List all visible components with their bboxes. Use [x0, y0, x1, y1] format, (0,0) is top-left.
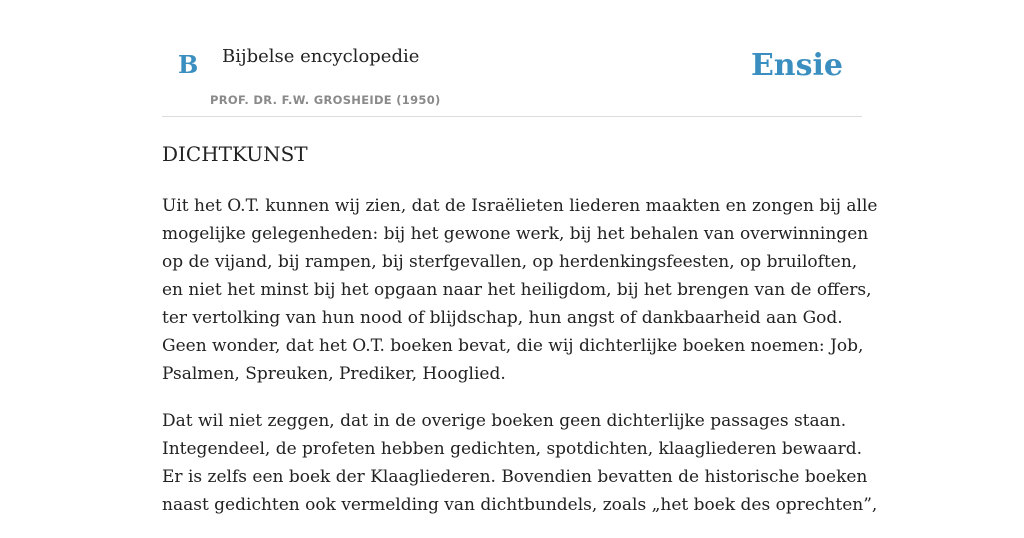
paragraph-line: ter vertolking van hun nood of blijdschap, hun angst of dankbaarheid aan God.	[162, 308, 843, 328]
paragraph-line: Uit het O.T. kunnen wij zien, dat de Israëlieten liederen maakten en zongen bij alle	[162, 196, 878, 216]
page	[162, 0, 878, 515]
paragraph-line: Integendeel, de profeten hebben gedichten, spotdichten, klaagliederen bewaard.	[162, 439, 863, 459]
paragraph-line: Er is zelfs een boek der Klaagliederen. Bovendien bevatten de historische boeken	[162, 467, 868, 487]
ensie-logo-link[interactable]: Ensie	[750, 48, 843, 83]
article-title: DICHTKUNST	[162, 142, 308, 166]
paragraph-line: Geen wonder, dat het O.T. boeken bevat, die wij dichterlijke boeken noemen: Job,	[162, 336, 864, 356]
book-logo-icon[interactable]: B	[178, 50, 199, 79]
article-paragraph	[162, 407, 878, 519]
article-paragraph	[162, 192, 878, 388]
paragraph-line: op de vijand, bij rampen, bij sterfgevallen, op herdenkingsfeesten, op bruiloften,	[162, 252, 858, 272]
book-title-link[interactable]: Bijbelse encyclopedie	[222, 46, 420, 67]
paragraph-line: en niet het minst bij het opgaan naar het heiligdom, bij het brengen van de offers,	[162, 280, 872, 300]
header	[162, 0, 862, 117]
paragraph-line: mogelijke gelegenheden: bij het gewone werk, bij het behalen van overwinningen	[162, 224, 869, 244]
paragraph-line: Dat wil niet zeggen, dat in de overige boeken geen dichterlijke passages staan.	[162, 411, 847, 431]
paragraph-line: naast gedichten ook vermelding van dichtbundels, zoals „het boek des oprechten”,	[162, 495, 878, 515]
paragraph-line: Psalmen, Spreuken, Prediker, Hooglied.	[162, 364, 506, 384]
book-author: PROF. DR. F.W. GROSHEIDE (1950)	[210, 93, 441, 107]
article-body	[162, 192, 878, 538]
